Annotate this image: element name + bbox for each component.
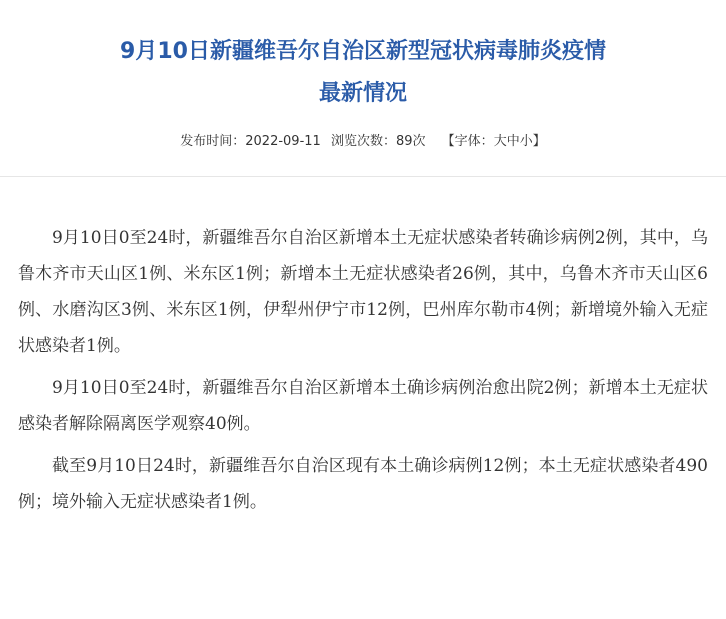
font-size-large-link[interactable]: 大	[493, 134, 507, 149]
font-size-small-link[interactable]: 小	[519, 134, 533, 149]
article-header	[0, 0, 726, 176]
font-size-close: 】	[532, 134, 546, 149]
article-title-line-2: 最新情况	[318, 81, 407, 106]
article-meta	[0, 130, 726, 149]
article-body	[18, 220, 708, 526]
views-label: 浏览次数：	[330, 134, 396, 149]
article-paragraph-2: 9月10日0至24时，新疆维吾尔自治区新增本土确诊病例治愈出院2例；新增本土无症状感染者解除隔离医学观察40例。	[18, 378, 708, 434]
publish-label: 发布时间：	[180, 134, 246, 149]
article-paragraph-3: 截至9月10日24时，新疆维吾尔自治区现有本土确诊病例12例；本土无症状感染者490例；境外输入无症状感染者1例。	[18, 456, 708, 512]
publish-date: 2022-09-11	[245, 134, 321, 149]
article-paragraph-1: 9月10日0至24时，新疆维吾尔自治区新增本土无症状感染者转确诊病例2例，其中，乌鲁木齐市天山区1例、米东区1例；新增本土无症状感染者26例，其中，乌鲁木齐市天山区6例、水磨沟区3例、米东区1例，伊犁州伊宁市12例，巴州库尔勒市4例；新增境外输入无症状感染者1例。	[18, 228, 708, 356]
font-size-medium-link[interactable]: 中	[506, 134, 520, 149]
views-count: 89次	[395, 134, 426, 149]
article-title-line-1: 9月10日新疆维吾尔自治区新型冠状病毒肺炎疫情	[120, 39, 606, 64]
header-divider	[0, 176, 726, 177]
font-size-open: 【字体：	[441, 134, 494, 149]
